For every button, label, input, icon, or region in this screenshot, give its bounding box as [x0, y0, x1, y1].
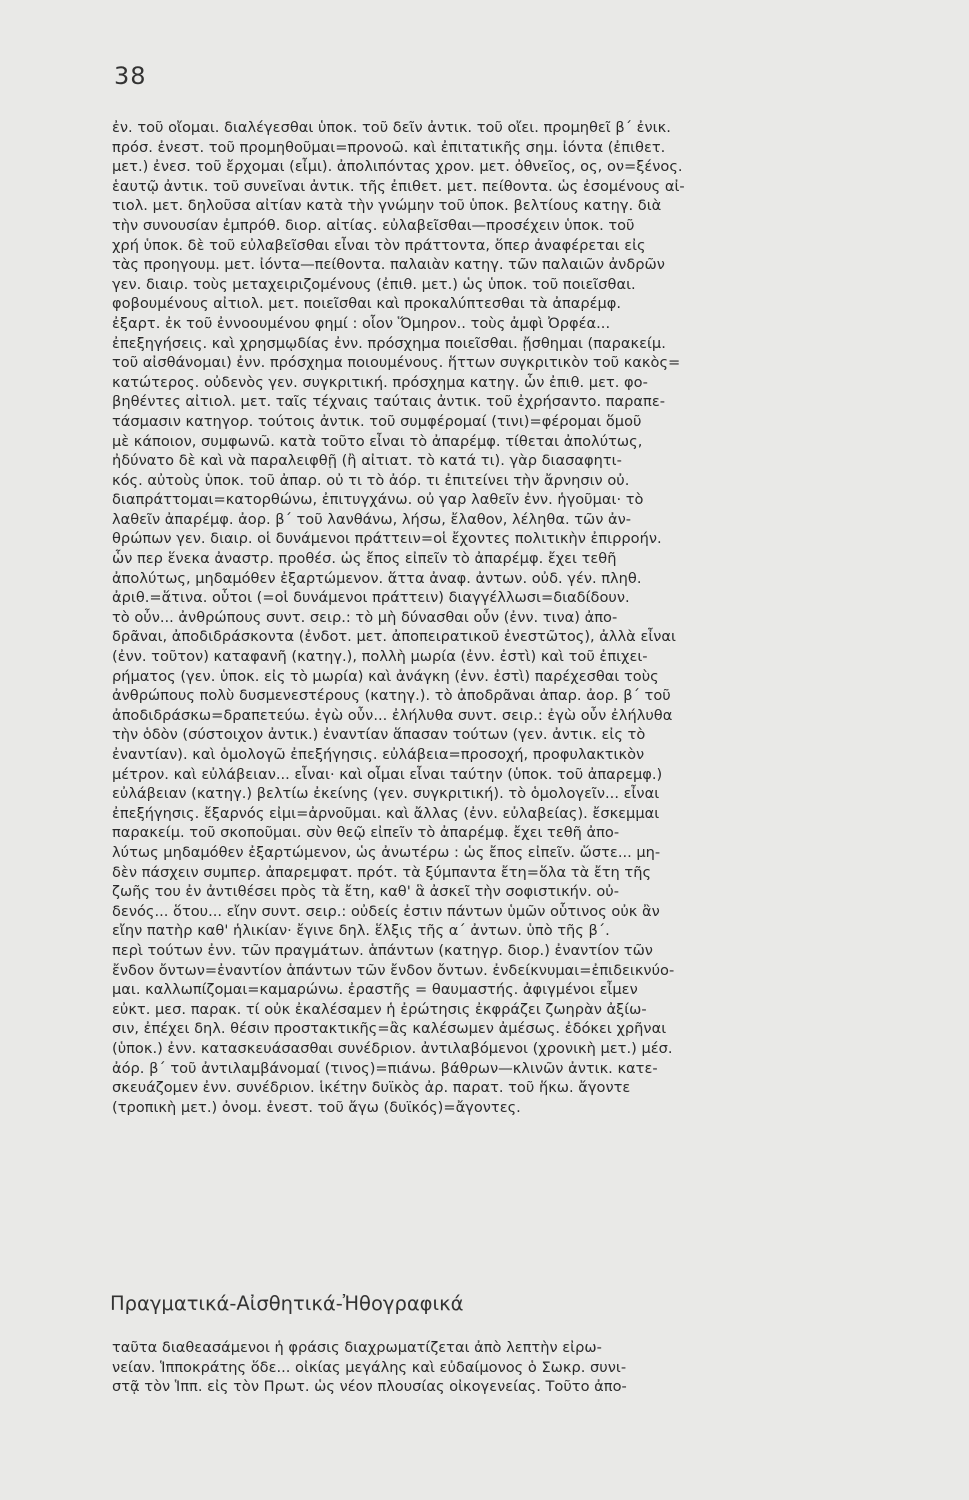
text-line: τάσμασιν κατηγορ. τούτοις ἀντικ. τοῦ συμφέρομαί (τινι)=φέρομαι ὅμοῦ [112, 412, 642, 430]
text-line: (τροπικὴ μετ.) ὀνομ. ἐνεστ. τοῦ ἄγω (δυϊκός)=ἄγοντες. [112, 1098, 521, 1116]
text-line: ταῦτα διαθεασάμενοι ἡ φράσις διαχρωματίζεται ἀπὸ λεπτὴν εἰρω- [112, 1339, 602, 1356]
text-line: διαπράττομαι=κατορθώνω, ἐπιτυγχάνω. οὐ γαρ λαθεῖν ἐνν. ἡγοῦμαι· τὸ [112, 491, 644, 509]
text-line: λύτως μηδαμόθεν ἐξαρτώμενον, ὡς ἀνωτέρω : ὡς ἔπος εἰπεῖν. ὥστε... μη- [112, 843, 661, 861]
text-line: ἀόρ. β΄ τοῦ ἀντιλαμβάνομαί (τινος)=πιάνω. βάθρων—κλινῶν ἀντικ. κατε- [112, 1059, 658, 1077]
section-body [112, 1338, 927, 1397]
text-line: φοβουμένους αἰτιολ. μετ. ποιεῖσθαι καὶ προκαλύπτεσθαι τὰ ἀπαρέμφ. [112, 295, 622, 313]
text-line: γεν. διαιρ. τοὺς μεταχειριζομένους (ἐπιθ. μετ.) ὡς ὑποκ. τοῦ ποιεῖσθαι. [112, 275, 636, 293]
text-line: εἴην πατὴρ καθ' ἡλικίαν· ἔγινε δηλ. ἕλξις τῆς α΄ ἀντων. ὑπὸ τῆς β΄. [112, 922, 610, 940]
commentary-body [112, 118, 927, 1117]
text-line: τὸ οὖν... ἀνθρώπους συντ. σειρ.: τὸ μὴ δύνασθαι οὖν (ἐνν. τινα) ἀπο- [112, 608, 618, 626]
text-line: εὐκτ. μεσ. παρακ. τί οὐκ ἐκαλέσαμεν ἡ ἐρώτησις ἐκφράζει ζωηρὰν ἀξίω- [112, 1000, 647, 1018]
text-line: πρόσ. ἐνεστ. τοῦ προμηθοῦμαι=προνοῶ. καὶ ἐπιτατικῆς σημ. ἰόντα (ἐπιθετ. [112, 138, 666, 156]
text-line: (ἐνν. τοῦτον) καταφανῆ (κατηγ.), πολλὴ μωρία (ἐνν. ἐστὶ) καὶ τοῦ ἐπιχει- [112, 648, 648, 666]
text-line: δενός... ὅτου... εἴην συντ. σειρ.: οὐδείς ἐστιν πάντων ὑμῶν οὗτινος οὐκ ἂν [112, 902, 660, 920]
text-line: ἐν. τοῦ οἴομαι. διαλέγεσθαι ὑποκ. τοῦ δεῖν ἀντικ. τοῦ οἴει. προμηθεῖ β΄ ἐνικ. [112, 119, 671, 136]
text-line: περὶ τούτων ἐνν. τῶν πραγμάτων. ἁπάντων (κατηγρ. διορ.) ἐναντίον τῶν [112, 941, 653, 959]
text-line: μετ.) ἐνεσ. τοῦ ἔρχομαι (εἶμι). ἀπολιπόντας χρον. μετ. ὀθνεῖος, ος, ον=ξένος. [112, 158, 683, 176]
text-line: ἐπεξηγήσεις. καὶ χρησμῳδίας ἐνν. πρόσχημα ποιεῖσθαι. ᾔσθημαι (παρακείμ. [112, 334, 666, 352]
text-line: τοῦ αἰσθάνομαι) ἐνν. πρόσχημα ποιουμένους. ἥττων συγκριτικὸν τοῦ κακὸς= [112, 354, 681, 372]
text-line: ἔνδον ὄντων=ἐναντίον ἁπάντων τῶν ἔνδον ὄντων. ἐνδείκνυμαι=ἐπιδεικνύο- [112, 961, 675, 979]
text-line: κατώτερος. οὐδενὸς γεν. συγκριτική. πρόσχημα κατηγ. ὧν ἐπιθ. μετ. φο- [112, 373, 648, 391]
text-line: ρήματος (γεν. ὑποκ. εἰς τὸ μωρία) καὶ ἀνάγκη (ἐνν. ἐστὶ) παρέχεσθαι τοὺς [112, 667, 659, 685]
text-line: ἠδύνατο δὲ καὶ νὰ παραλειφθῇ (ἢ αἰτιατ. τὸ κατά τι). γὰρ διασαφητι- [112, 452, 622, 470]
text-line: ἀπολύτως, μηδαμόθεν ἐξαρτώμενον. ἅττα ἀναφ. ἀντων. οὐδ. γέν. πληθ. [112, 569, 642, 587]
text-line: ἀριθ.=ἅτινα. οὗτοι (=οἱ δυνάμενοι πράττειν) διαγγέλλωσι=διαδίδουν. [112, 589, 630, 607]
text-line: σκευάζομεν ἐνν. συνέδριον. ἱκέτην δυϊκὸς ἀρ. παρατ. τοῦ ἥκω. ἄγοντε [112, 1079, 631, 1097]
text-line: δρᾶναι, ἀποδιδράσκοντα (ἐνδοτ. μετ. ἀποπειρατικοῦ ἐνεστῶτος), ἀλλὰ εἶναι [112, 628, 676, 646]
text-line: ζωῆς του ἐν ἀντιθέσει πρὸς τὰ ἔτη, καθ' ἃ ἀσκεῖ τὴν σοφιστικήν. οὐ- [112, 883, 620, 901]
text-line: βηθέντες αἰτιολ. μετ. ταῖς τέχναις ταύταις ἀντικ. τοῦ ἐχρήσαντο. παραπε- [112, 393, 665, 411]
text-line: νείαν. Ἱπποκράτης ὅδε... οἰκίας μεγάλης καὶ εὐδαίμονος ὁ Σωκρ. συνι- [112, 1358, 627, 1376]
text-line: τιολ. μετ. δηλοῦσα αἰτίαν κατὰ τὴν γνώμην τοῦ ὑποκ. βελτίους κατηγ. διὰ [112, 197, 662, 215]
text-line: στᾷ τὸν Ἱππ. εἰς τὸν Πρωτ. ὡς νέον πλουσίας οἰκογενείας. Τοῦτο ἀπο- [112, 1378, 627, 1396]
text-line: ἐναντίαν). καὶ ὁμολογῶ ἐπεξήγησις. εὐλάβεια=προσοχή, προφυλακτικὸν [112, 746, 645, 763]
text-line: θρώπων γεν. διαιρ. οἱ δυνάμενοι πράττειν=οἱ ἔχοντες πολιτικὴν ἐπιρροήν. [112, 530, 662, 548]
text-line: εὐλάβειαν (κατηγ.) βελτίω ἐκείνης (γεν. συγκριτική). τὸ ὁμολογεῖν... εἶναι [112, 785, 660, 803]
text-line: μαι. καλλωπίζομαι=καμαρώνω. ἐραστῆς = θαυμαστής. ἀφιγμένοι εἶμεν [112, 981, 638, 999]
text-line: ἐξαρτ. ἐκ τοῦ ἐννοουμένου φημί : οἷον Ὅμηρον.. τοὺς ἀμφὶ Ὀρφέα... [112, 314, 611, 332]
text-line: παρακείμ. τοῦ σκοποῦμαι. σὺν θεῷ εἰπεῖν τὸ ἀπαρέμφ. ἔχει τεθῆ ἀπο- [112, 824, 620, 842]
text-line: ἀνθρώπους πολὺ δυσμενεστέρους (κατηγ.). τὸ ἀποδρᾶναι ἀπαρ. ἀορ. β΄ τοῦ [112, 687, 671, 705]
text-line: σιν, ἐπέχει δηλ. θέσιν προστακτικῆς=ἂς καλέσωμεν ἀμέσως. ἐδόκει χρῆναι [112, 1020, 667, 1038]
text-line: μὲ κάποιον, συμφωνῶ. κατὰ τοῦτο εἶναι τὸ ἀπαρέμφ. τίθεται ἀπολύτως, [112, 432, 643, 450]
text-line: ἀποδιδράσκω=δραπετεύω. ἐγὼ οὖν... ἐλήλυθα συντ. σειρ.: ἐγὼ οὖν ἐλήλυθα [112, 706, 673, 724]
section-heading: Πραγματικά-Αἰσθητικά-Ἠθογραφικά [110, 1292, 464, 1315]
text-line: ἐπεξήγησις. ἔξαρνός εἰμι=ἀρνοῦμαι. καὶ ἄλλας (ἐνν. εὐλαβείας). ἔσκεμμαι [112, 804, 660, 822]
text-line: κός. αὐτοὺς ὑποκ. τοῦ ἀπαρ. οὐ τι τὸ ἀόρ. τι ἐπιτείνει τὴν ἄρνησιν οὐ. [112, 471, 630, 489]
text-line: λαθεῖν ἀπαρέμφ. ἀορ. β΄ τοῦ λανθάνω, λήσω, ἔλαθον, λέληθα. τῶν ἀν- [112, 510, 632, 528]
text-line: χρή ὑποκ. δὲ τοῦ εὐλαβεῖσθαι εἶναι τὸν πράττοντα, ὅπερ ἀναφέρεται εἰς [112, 236, 646, 254]
page-number: 38 [114, 62, 147, 90]
text-line: τὴν συνουσίαν ἐμπρόθ. διορ. αἰτίας. εὐλαβεῖσθαι—προσέχειν ὑποκ. τοῦ [112, 216, 635, 234]
text-line: μέτρον. καὶ εὐλάβειαν... εἶναι· καὶ οἶμαι εἶναι ταύτην (ὑποκ. τοῦ ἀπαρεμφ.) [112, 765, 663, 783]
text-line: τὴν ὁδὸν (σύστοιχον ἀντικ.) ἐναντίαν ἅπασαν τούτων (γεν. ἀντικ. εἰς τὸ [112, 726, 646, 744]
text-line: τὰς προηγουμ. μετ. ἰόντα—πείθοντα. παλαιὰν κατηγ. τῶν παλαιῶν ἀνδρῶν [112, 256, 665, 274]
text-line: ἑαυτῷ ἀντικ. τοῦ συνεῖναι ἀντικ. τῆς ἐπιθετ. μετ. πείθοντα. ὡς ἐσομένους αἰ- [112, 177, 685, 195]
text-line: δὲν πάσχειν συμπερ. ἀπαρεμφατ. πρότ. τὰ ξύμπαντα ἔτη=ὅλα τὰ ἔτη τῆς [112, 863, 652, 881]
text-line: ὧν περ ἕνεκα ἀναστρ. προθέσ. ὡς ἔπος εἰπεῖν τὸ ἀπαρέμφ. ἔχει τεθῆ [112, 550, 617, 568]
text-line: (ὑποκ.) ἐνν. κατασκευάσασθαι συνέδριον. ἀντιλαβόμενοι (χρονικὴ μετ.) μέσ. [112, 1039, 673, 1057]
